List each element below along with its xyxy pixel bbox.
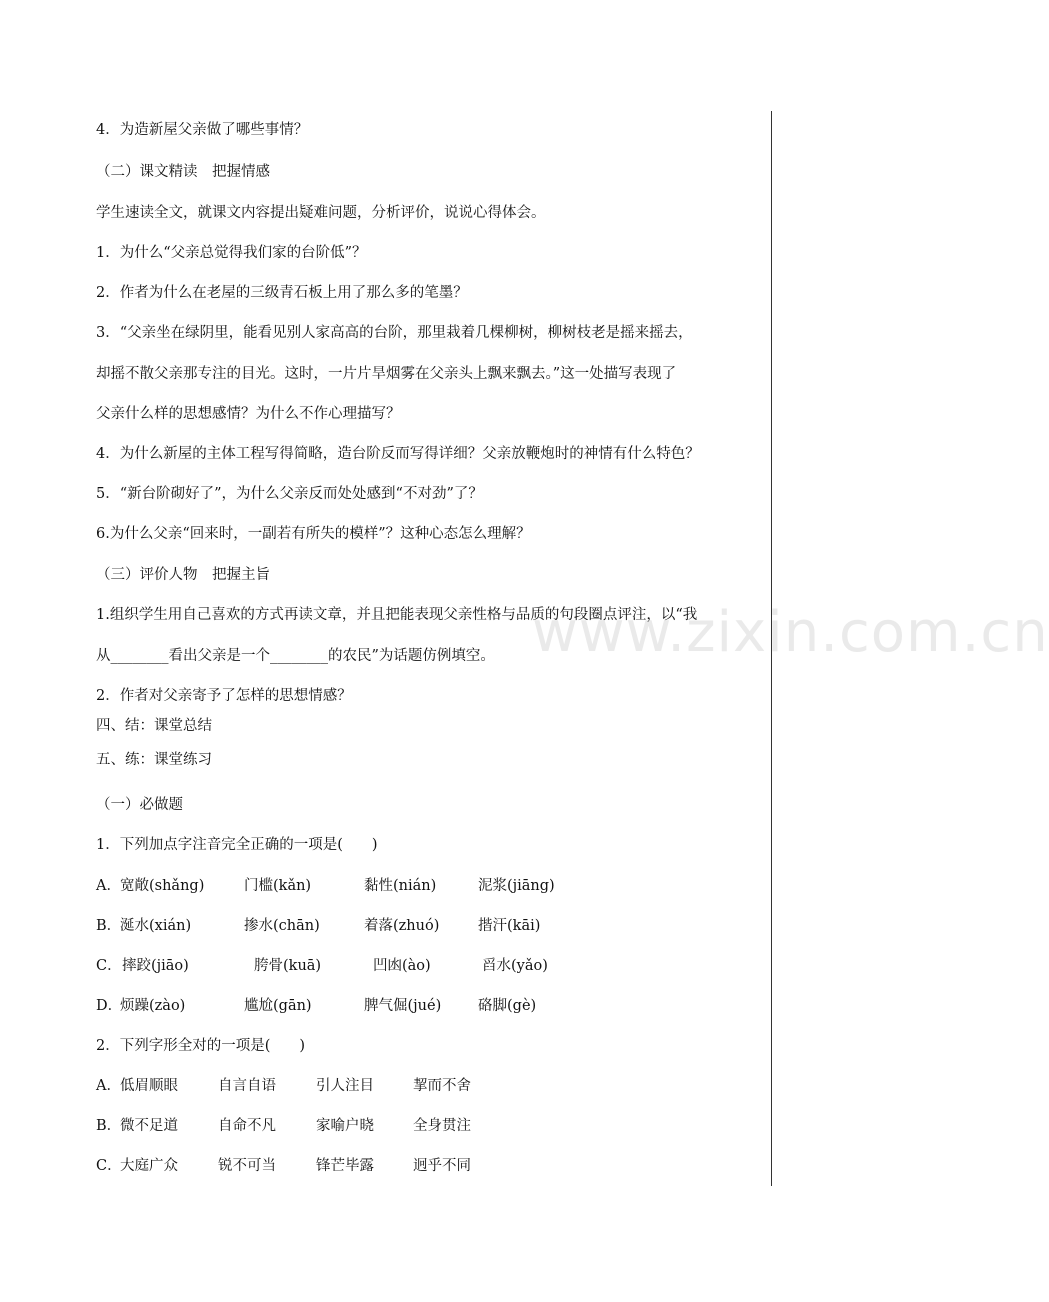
- question-3-line-3: 父亲什么样的思想感情？为什么不作心理描写？: [96, 406, 401, 422]
- option-item: 全身贯注: [413, 1118, 471, 1134]
- section-heading-2: （二）课文精读 把握情感: [96, 164, 270, 180]
- option-item: 自言自语: [218, 1078, 276, 1094]
- instruction: 学生速读全文，就课文内容提出疑难问题，分析评价，说说心得体会。: [96, 205, 546, 221]
- option-item: 引人注目: [316, 1078, 374, 1094]
- option-item: 锋芒毕露: [316, 1158, 374, 1174]
- section-four: 四、结：课堂总结: [96, 718, 212, 734]
- task-1-line-1: 1.组织学生用自己喜欢的方式再读文章，并且把能表现父亲性格与品质的句段圈点评注，以“我: [96, 607, 698, 623]
- task-1-line-2: 从________看出父亲是一个________的农民”为话题仿例填空。: [96, 648, 495, 664]
- question-4-newhouse: 4．为造新屋父亲做了哪些事情？: [96, 122, 309, 138]
- option-label: C．: [96, 1158, 122, 1174]
- option-item: 宽敞(shǎng): [120, 878, 205, 894]
- option-item: 迥乎不同: [413, 1158, 471, 1174]
- question-3-line-1: 3．“父亲坐在绿阴里，能看见别人家高高的台阶，那里栽着几棵柳树，柳树枝老是摇来摇去，: [96, 325, 693, 341]
- option-item: 家喻户晓: [316, 1118, 374, 1134]
- exercise-1-stem: 1．下列加点字注音完全正确的一项是( ): [96, 837, 378, 853]
- watermark: www.zixin.com.cn: [532, 600, 1049, 665]
- option-label: B．: [96, 918, 122, 934]
- option-item: 微不足道: [120, 1118, 178, 1134]
- option-item: 舀水(yǎo): [482, 958, 548, 974]
- option-item: 着落(zhuó): [364, 918, 440, 934]
- option-item: 自命不凡: [218, 1118, 276, 1134]
- question-4: 4．为什么新屋的主体工程写得简略，造台阶反而写得详细？父亲放鞭炮时的神情有什么特色？: [96, 446, 700, 462]
- question-5: 5．“新台阶砌好了”，为什么父亲反而处处感到“不对劲”了？: [96, 486, 483, 502]
- option-item: 胯骨(kuā): [254, 958, 322, 974]
- section-heading-3: （三）评价人物 把握主旨: [96, 567, 270, 583]
- option-label: B．: [96, 1118, 122, 1134]
- option-item: 泥浆(jiāng): [478, 878, 555, 894]
- option-item: 凹凼(ào): [373, 958, 431, 974]
- task-2: 2．作者对父亲寄予了怎样的思想情感？: [96, 688, 352, 704]
- option-label: D．: [96, 998, 123, 1014]
- option-item: 摔跤(jiāo): [122, 958, 189, 974]
- option-item: 烦躁(zào): [120, 998, 186, 1014]
- required-heading: （一）必做题: [96, 797, 183, 813]
- option-item: 低眉顺眼: [120, 1078, 178, 1094]
- question-3-line-2: 却摇不散父亲那专注的目光。这时，一片片旱烟雾在父亲头上飘来飘去。”这一处描写表现了: [96, 366, 677, 382]
- option-item: 门槛(kǎn): [244, 878, 312, 894]
- option-label: A．: [96, 1078, 121, 1094]
- exercise-2-stem: 2．下列字形全对的一项是( ): [96, 1038, 306, 1054]
- option-label: C．: [96, 958, 122, 974]
- question-1: 1．为什么“父亲总觉得我们家的台阶低”？: [96, 245, 367, 261]
- question-6: 6.为什么父亲“回来时，一副若有所失的模样”？这种心态怎么理解？: [96, 526, 531, 542]
- option-item: 脾气倔(jué): [364, 998, 442, 1014]
- option-item: 尴尬(gān): [244, 998, 312, 1014]
- option-item: 挈而不舍: [413, 1078, 471, 1094]
- section-five: 五、练：课堂练习: [96, 752, 212, 768]
- option-item: 黏性(nián): [364, 878, 437, 894]
- option-item: 硌脚(gè): [478, 998, 537, 1014]
- option-item: 揩汗(kāi): [478, 918, 541, 934]
- option-item: 掺水(chān): [244, 918, 320, 934]
- question-2: 2．作者为什么在老屋的三级青石板上用了那么多的笔墨？: [96, 285, 468, 301]
- option-item: 锐不可当: [218, 1158, 276, 1174]
- option-label: A．: [96, 878, 121, 894]
- option-item: 大庭广众: [120, 1158, 178, 1174]
- option-item: 涎水(xián): [120, 918, 192, 934]
